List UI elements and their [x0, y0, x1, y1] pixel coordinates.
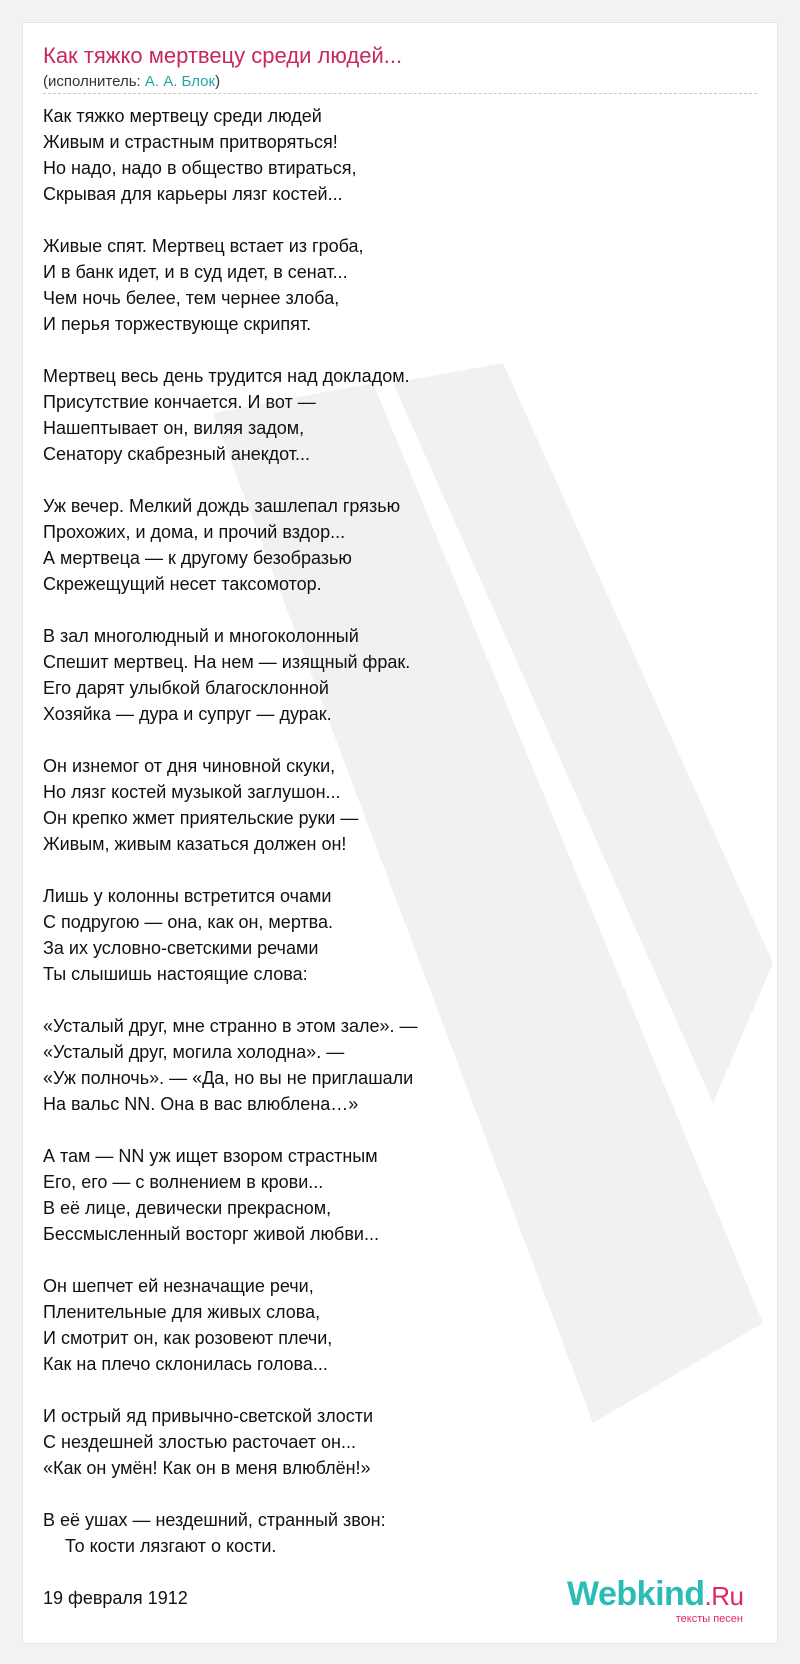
lyric-line: А мертвеца — к другому безобразью — [43, 548, 352, 568]
lyric-line: Как тяжко мертвецу среди людей — [43, 106, 322, 126]
lyric-line: Лишь у колонны встретится очами — [43, 886, 332, 906]
lyric-line: С нездешней злостью расточает он... — [43, 1432, 356, 1452]
lyric-line: Он изнемог от дня чиновной скуки, — [43, 756, 336, 776]
lyric-line: Уж вечер. Мелкий дождь зашлепал грязью — [43, 496, 401, 516]
performer-link[interactable]: А. А. Блок — [144, 73, 216, 90]
lyric-line: И перья торжествующе скрипят. — [43, 314, 312, 334]
lyric-line: И острый яд привычно-светской злости — [43, 1406, 374, 1426]
lyric-line: Скрежещущий несет таксомотор. — [43, 574, 322, 594]
logo-wordmark — [567, 1575, 744, 1614]
song-title: Как тяжко мертвецу среди людей... — [43, 43, 403, 68]
lyric-line: Ты слышишь настоящие слова: — [43, 964, 308, 984]
stanza — [43, 1507, 743, 1559]
lyrics-text — [43, 103, 743, 1611]
lyric-line: Бессмысленный восторг живой любви... — [43, 1224, 379, 1244]
lyric-line: И в банк идет, и в суд идет, в сенат... — [43, 262, 348, 282]
lyric-line: Присутствие кончается. И вот — — [43, 392, 316, 412]
lyric-line: Живые спят. Мертвец встает из гроба, — [43, 236, 364, 256]
lyric-line: Нашептывает он, виляя задом, — [43, 418, 305, 438]
lyric-line: В зал многолюдный и многоколонный — [43, 626, 359, 646]
lyric-line: В её ушах — нездешний, странный звон: — [43, 1510, 386, 1530]
lyrics-card — [22, 22, 778, 1644]
lyric-line: В её лице, девически прекрасном, — [43, 1198, 332, 1218]
stanza — [43, 363, 743, 467]
lyric-line: Он крепко жмет приятельские руки — — [43, 808, 359, 828]
lyric-line: Скрывая для карьеры лязг костей... — [43, 184, 343, 204]
performer-prefix: (исполнитель: — [43, 73, 145, 90]
lyric-line: Живым и страстным притворяться! — [43, 132, 338, 152]
lyric-line: «Уж полночь». — «Да, но вы не приглашали — [43, 1068, 414, 1088]
stanza — [43, 1143, 743, 1247]
lyric-line: Хозяйка — дура и супруг — дурак. — [43, 704, 332, 724]
poem-date: 19 февраля 1912 — [43, 1588, 188, 1608]
lyric-line: «Как он умён! Как он в меня влюблён!» — [43, 1458, 371, 1478]
lyric-line: С подругою — она, как он, мертва. — [43, 912, 334, 932]
stanza — [43, 1013, 743, 1117]
performer-suffix: ) — [215, 73, 221, 90]
lyric-line: Он шепчет ей незначащие речи, — [43, 1276, 314, 1296]
lyric-line: Его, его — с волнением в крови... — [43, 1172, 324, 1192]
lyric-line: То кости лязгают о кости. — [65, 1536, 277, 1556]
lyric-line: За их условно-светскими речами — [43, 938, 319, 958]
lyric-line: И смотрит он, как розовеют плечи, — [43, 1328, 333, 1348]
lyric-line: «Усталый друг, мне странно в этом зале». — — [43, 1016, 418, 1036]
lyric-line: Сенатору скабрезный анекдот... — [43, 444, 311, 464]
performer-line — [43, 73, 220, 90]
lyric-line: Пленительные для живых слова, — [43, 1302, 321, 1322]
stanza — [43, 233, 743, 337]
lyric-line: А там — NN уж ищет взором страстным — [43, 1146, 378, 1166]
lyric-line: «Усталый друг, могила холодна». — — [43, 1042, 345, 1062]
stanza — [43, 493, 743, 597]
lyric-line: Живым, живым казаться должен он! — [43, 834, 347, 854]
lyric-line: На вальс NN. Она в вас влюблена…» — [43, 1094, 359, 1114]
stanza — [43, 883, 743, 987]
lyric-line: Мертвец весь день трудится над докладом. — [43, 366, 410, 386]
stanza — [43, 753, 743, 857]
logo-suffix: .Ru — [704, 1581, 744, 1611]
lyric-line: Но лязг костей музыкой заглушон... — [43, 782, 341, 802]
logo-main-text: Webkind — [567, 1575, 705, 1613]
stanza — [43, 623, 743, 727]
site-logo[interactable] — [567, 1575, 757, 1631]
lyric-line: Его дарят улыбкой благосклонной — [43, 678, 329, 698]
logo-tagline: тексты песен — [675, 1613, 743, 1625]
lyric-line: Но надо, надо в общество втираться, — [43, 158, 357, 178]
title-divider — [43, 93, 757, 94]
lyric-line: Спешит мертвец. На нем — изящный фрак. — [43, 652, 411, 672]
stanza — [43, 1273, 743, 1377]
stanza — [43, 1403, 743, 1481]
lyric-line: Как на плечо склонилась голова... — [43, 1354, 328, 1374]
stanza — [43, 103, 743, 207]
lyric-line: Чем ночь белее, тем чернее злоба, — [43, 288, 340, 308]
lyric-line: Прохожих, и дома, и прочий вздор... — [43, 522, 346, 542]
